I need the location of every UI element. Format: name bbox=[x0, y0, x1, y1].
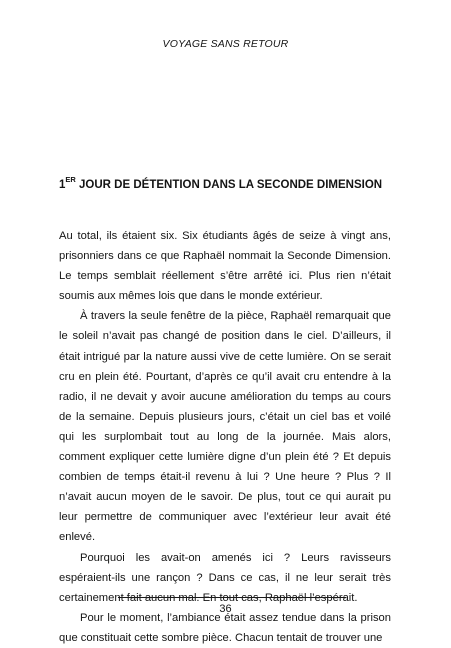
chapter-ordinal: 1 bbox=[59, 178, 66, 191]
body-text bbox=[59, 226, 391, 648]
paragraph: Au total, ils étaient six. Six étudiants âgés de seize à vingt ans, prisonniers dans ce que Raphaël nommait la Seconde Dimension. Le temps semblait réellement s’être arrêté ici. Plus rien n’était soumis aux mêmes lois que dans le monde extérieur. bbox=[59, 230, 391, 303]
footer-divider bbox=[118, 597, 346, 598]
paragraph: Pour le moment, l’ambiance était assez tendue dans la prison que constituait cette sombre pièce. Chacun tentait de trouver une bbox=[59, 611, 391, 644]
chapter-ordinal-suffix: ER bbox=[65, 175, 76, 184]
chapter-title-text: JOUR DE DÉTENTION DANS LA SECONDE DIMENSION bbox=[75, 178, 383, 191]
paragraph: Pourquoi les avait-on amenés ici ? Leurs ravisseurs espéraient-ils une rançon ? Dans ce cas, il ne leur serait très certainement fait aucun mal. En tout cas, Raphaël l’espérait. bbox=[59, 551, 391, 604]
page-number: 36 bbox=[219, 603, 232, 615]
chapter-title bbox=[59, 176, 382, 191]
paragraph: À travers la seule fenêtre de la pièce, Raphaël remarquait que le soleil n’avait pas changé de position dans le ciel. D’ailleurs, il était intrigué par la nature aussi vive de cette lumière. On se serait cru en plein été. Pourtant, d’après ce qu’il avait cru entendre à la radio, il ne devait y avoir aucune amélioration du temps au cours de la semaine. Depuis plusieurs jours, c’était un ciel bas et voilé qui les surplombait tout au long de la journée. Mais alors, comment expliquer cette lumière digne d’un plein été ? Et depuis combien de temps était-il revenu à lui ? Une heure ? Plus ? Il n’avait aucun moyen de le savoir. De plus, tout ce qui aurait pu leur permettre de communiquer avec l’extérieur leur avait été enlevé. bbox=[59, 310, 391, 544]
running-header: VOYAGE SANS RETOUR bbox=[162, 38, 289, 50]
